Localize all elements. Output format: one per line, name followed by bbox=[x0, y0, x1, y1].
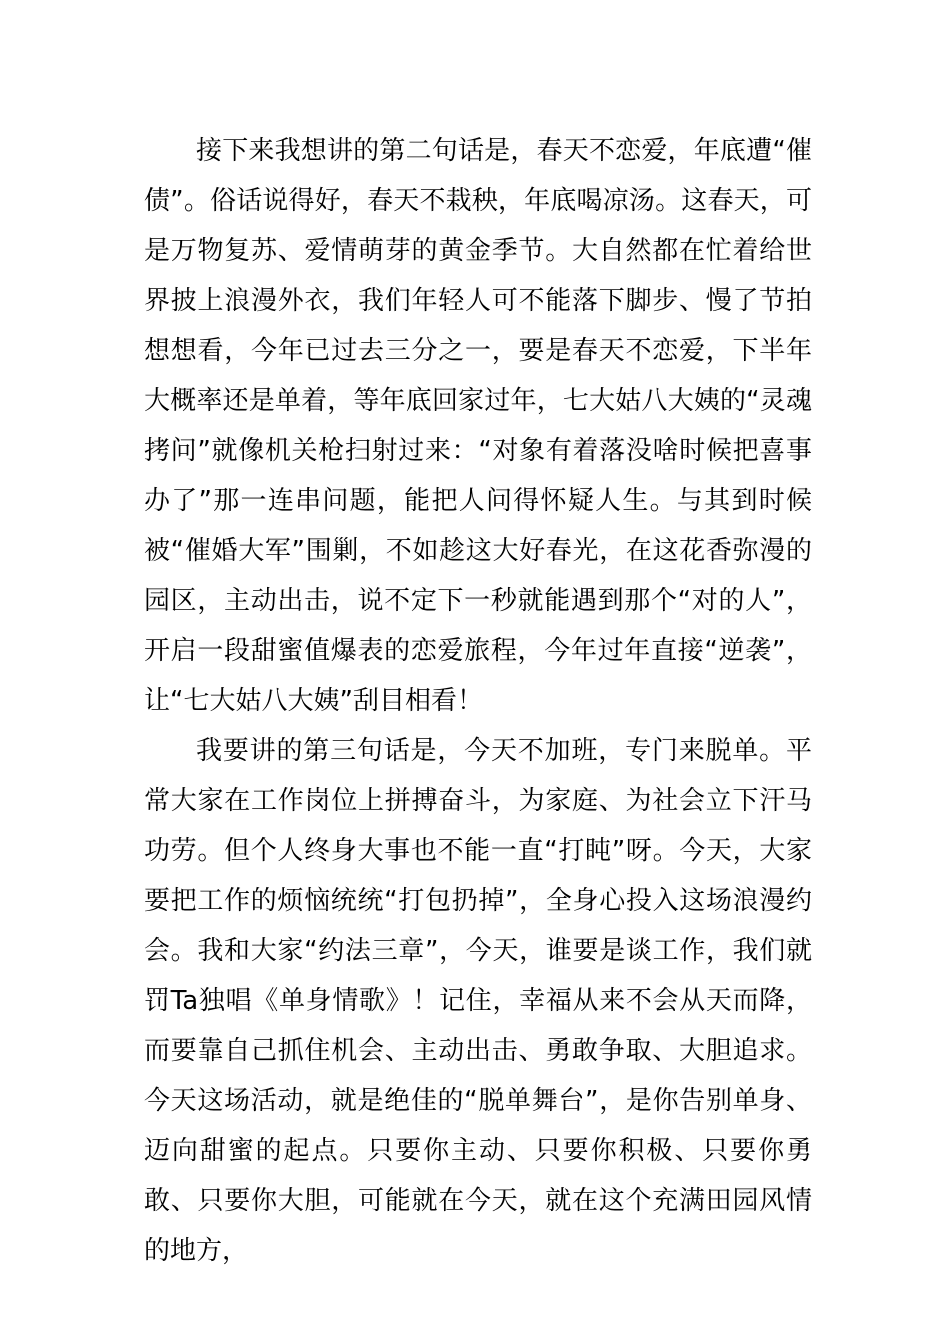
paragraph-third-saying: 我要讲的第三句话是，今天不加班，专门来脱单。平常大家在工作岗位上拼搏奋斗，为家庭、为社会立下汗马功劳。但个人终身大事也不能一直“打盹”呀。今天，大家要把工作的烦恼统统“打包扔掉”，全身心投入这场浪漫约会。我和大家“约法三章”，今天，谁要是谈工作，我们就罚Ta独唱《单身情歌》！记住，幸福从来不会从天而降，而要靠自己抓住机会、主动出击、勇敢争取、大胆追求。今天这场活动，就是绝佳的“脱单舞台”，是你告别单身、迈向甜蜜的起点。只要你主动、只要你积极、只要你勇敢、只要你大胆，可能就在今天，就在这个充满田园风情的地方， bbox=[144, 736, 812, 1266]
paragraph-second-saying: 接下来我想讲的第二句话是，春天不恋爱，年底遭“催债”。俗话说得好，春天不栽秧，年底喝凉汤。这春天，可是万物复苏、爱情萌芽的黄金季节。大自然都在忙着给世界披上浪漫外衣，我们年轻人可不能落下脚步、慢了节拍想想看，今年已过去三分之一，要是春天不恋爱，下半年大概率还是单着，等年底回家过年，七大姑八大姨的“灵魂拷问”就像机关枪扫射过来：“对象有着落没啥时候把喜事办了”那一连串问题，能把人问得怀疑人生。与其到时候被“催婚大军”围剿，不如趁这大好春光，在这花香弥漫的园区，主动出击，说不定下一秒就能遇到那个“对的人”，开启一段甜蜜值爆表的恋爱旅程，今年过年直接“逆袭”，让“七大姑八大姨”刮目相看！ bbox=[144, 136, 812, 716]
body-text bbox=[144, 126, 812, 1276]
